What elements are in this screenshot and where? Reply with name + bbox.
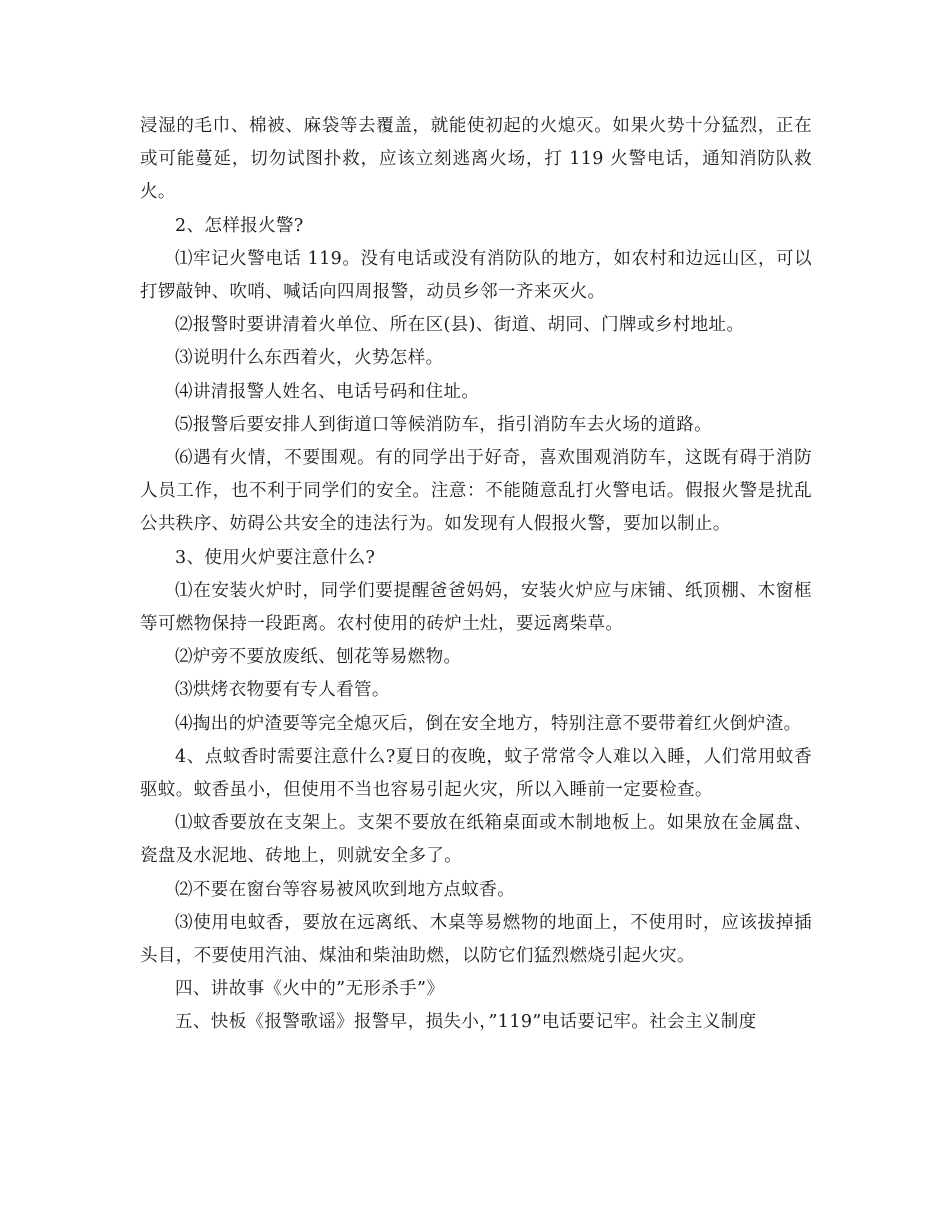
heading-stove-safety: 3、使用火炉要注意什么?: [175, 547, 376, 568]
section-kuaiban: 五、快板《报警歌谣》报警早，损失小，”119”电话要记牢。社会主义制度: [175, 1012, 757, 1033]
list-item-report-1: ⑴牢记火警电话 119。没有电话或没有消防队的地方，如农村和边远山区，可以打锣敲钟、吹哨、喊话向四周报警，动员乡邻一齐来灭火。: [140, 248, 812, 303]
list-item-report-4: ⑷讲清报警人姓名、电话号码和住址。: [175, 381, 480, 402]
paragraph-fire-extinguish: 浸湿的毛巾、棉被、麻袋等去覆盖，就能使初起的火熄灭。如果火势十分猛烈，正在或可能蔓延，切勿试图扑救，应该立刻逃离火场，打 119 火警电话，通知消防队救火。: [140, 116, 812, 203]
list-item-stove-2: ⑵炉旁不要放废纸、刨花等易燃物。: [175, 647, 462, 668]
list-item-coil-3: ⑶使用电蚊香，要放在远离纸、木桌等易燃物的地面上，不使用时，应该拔掉插头目，不要使用汽油、煤油和柴油助燃，以防它们猛烈燃烧引起火灾。: [140, 912, 812, 967]
list-item-coil-2: ⑵不要在窗台等容易被风吹到地方点蚊香。: [175, 879, 516, 900]
list-item-report-6: ⑹遇有火情，不要围观。有的同学出于好奇，喜欢围观消防车，这既有碍于消防人员工作，也不利于同学们的安全。注意：不能随意乱打火警电话。假报火警是扰乱公共秩序、妨碍公共安全的违法行为。如发现有人假报火警，要加以制止。: [140, 448, 812, 535]
document-page: [140, 110, 812, 1040]
list-item-stove-1: ⑴在安装火炉时，同学们要提醒爸爸妈妈，安装火炉应与床铺、纸顶棚、木窗框等可燃物保持一段距离。农村使用的砖炉土灶，要远离柴草。: [140, 580, 812, 635]
section-story: 四、讲故事《火中的”无形杀手”》: [175, 979, 445, 1000]
heading-how-to-report: 2、怎样报火警?: [175, 215, 304, 236]
heading-mosquito-coil: 4、点蚊香时需要注意什么?夏日的夜晚，蚊子常常令人难以入睡，人们常用蚊香驱蚊。蚊香虽小，但使用不当也容易引起火灾，所以入睡前一定要检查。: [140, 746, 812, 801]
list-item-coil-1: ⑴蚊香要放在支架上。支架不要放在纸箱桌面或木制地板上。如果放在金属盘、瓷盘及水泥地、砖地上，则就安全多了。: [140, 813, 812, 867]
list-item-report-2: ⑵报警时要讲清着火单位、所在区(县)、街道、胡同、门牌或乡村地址。: [175, 315, 745, 336]
list-item-report-5: ⑸报警后要安排人到街道口等候消防车，指引消防车去火场的道路。: [175, 414, 712, 435]
list-item-report-3: ⑶说明什么东西着火，火势怎样。: [175, 348, 444, 369]
list-item-stove-4: ⑷掏出的炉渣要等完全熄灭后，倒在安全地方，特别注意不要带着红火倒炉渣。: [175, 713, 802, 734]
list-item-stove-3: ⑶烘烤衣物要有专人看管。: [175, 680, 390, 701]
